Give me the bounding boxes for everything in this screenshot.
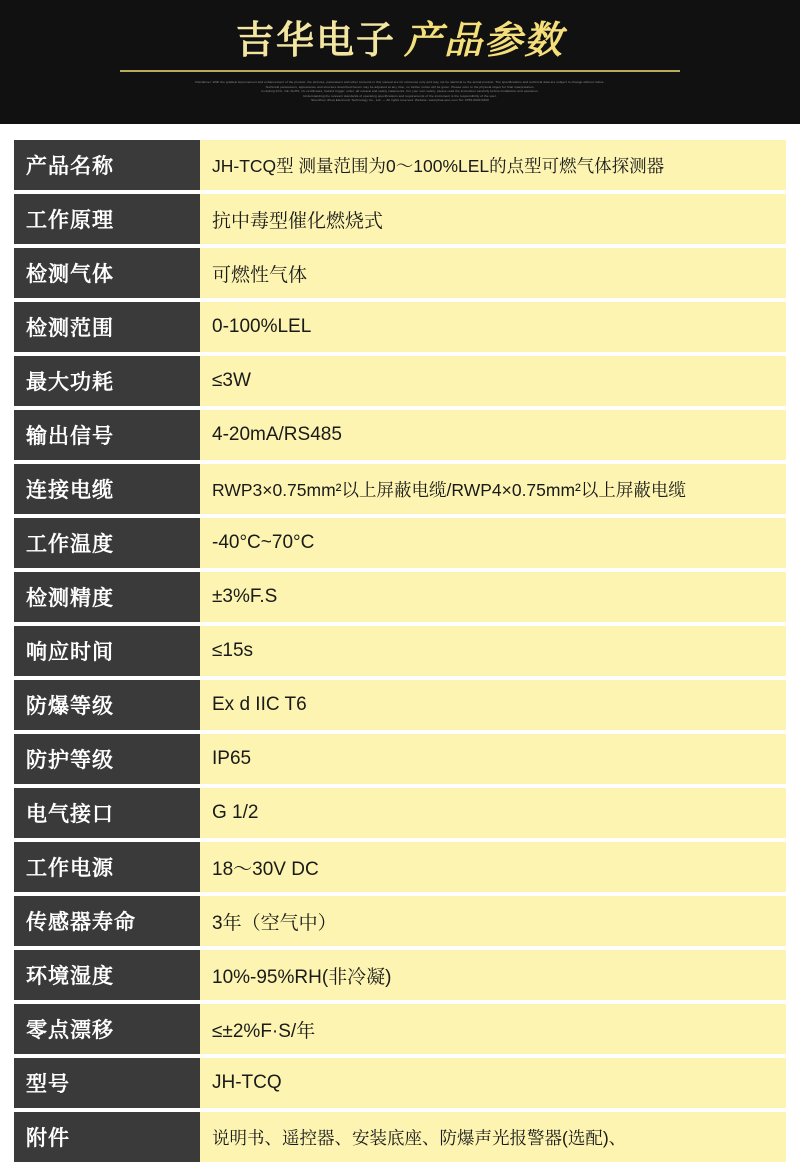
- page-title: [236, 18, 564, 64]
- disclaimer-line: Shenzhen Jihua Electronic Technology Co., Ltd. — All rights reserved. Website: www.jihua-elec.com Tel: 0755-0000 0000: [311, 98, 489, 103]
- spec-label: 产品名称: [14, 140, 200, 190]
- spec-value: -40°C~70°C: [200, 518, 786, 568]
- table-row: [14, 1058, 786, 1108]
- spec-table: [0, 140, 800, 1162]
- spec-label: 防爆等级: [14, 680, 200, 730]
- spec-value: 可燃性气体: [200, 248, 786, 298]
- disclaimer-line: Technical parameters, appearance and structure described herein may be adjusted at any time; no further notice will be given. Please refer to the physical object for final interpretation.: [265, 84, 535, 89]
- table-row: [14, 1112, 786, 1162]
- spec-value: 18～30V DC: [200, 842, 786, 892]
- spec-label: 型号: [14, 1058, 200, 1108]
- spec-value: IP65: [200, 734, 786, 784]
- table-row: [14, 842, 786, 892]
- spec-value: ≤3W: [200, 356, 786, 406]
- spec-value: ±3%F.S: [200, 572, 786, 622]
- spec-label: 最大功耗: [14, 356, 200, 406]
- spec-value: ≤15s: [200, 626, 786, 676]
- table-row: [14, 950, 786, 1000]
- disclaimer-text: [120, 80, 680, 103]
- spec-label: 附件: [14, 1112, 200, 1162]
- table-row: [14, 356, 786, 406]
- spec-label: 防护等级: [14, 734, 200, 784]
- spec-value: JH-TCQ型 测量范围为0～100%LEL的点型可燃气体探测器: [200, 140, 786, 190]
- table-row: [14, 302, 786, 352]
- spec-label: 检测气体: [14, 248, 200, 298]
- brand-name: 吉华电子: [235, 20, 396, 62]
- spec-value: 说明书、遥控器、安装底座、防爆声光报警器(选配)、: [200, 1112, 786, 1162]
- spec-value: 4-20mA/RS485: [200, 410, 786, 460]
- spec-label: 检测范围: [14, 302, 200, 352]
- table-row: [14, 572, 786, 622]
- table-row: [14, 1004, 786, 1054]
- title-divider: [120, 70, 680, 72]
- spec-value: 0-100%LEL: [200, 302, 786, 352]
- spec-label: 传感器寿命: [14, 896, 200, 946]
- spec-label: 环境湿度: [14, 950, 200, 1000]
- spec-label: 零点漂移: [14, 1004, 200, 1054]
- disclaimer-line: Including FCC, CE, RoHS, UL certificates, hazard trigger, order, all manual and safety statements. For your own safety, please read the instruction carefully before installation and operation.: [261, 89, 539, 94]
- spec-value: Ex d IIC T6: [200, 680, 786, 730]
- table-row: [14, 788, 786, 838]
- disclaimer-line: Disclaimer: With the gradual improvement and enhancement of the product, the pictures, parameters and other contents in this manual are for reference only and may not be identical to the actual product. The specifications and technical data are subject to change without notice.: [195, 80, 605, 84]
- spec-value: ≤±2%F·S/年: [200, 1004, 786, 1054]
- table-row: [14, 140, 786, 190]
- table-row: [14, 896, 786, 946]
- spec-value: RWP3×0.75mm²以上屏蔽电缆/RWP4×0.75mm²以上屏蔽电缆: [200, 464, 786, 514]
- table-row: [14, 248, 786, 298]
- table-row: [14, 410, 786, 460]
- spec-label: 输出信号: [14, 410, 200, 460]
- spec-label: 工作原理: [14, 194, 200, 244]
- spec-label: 电气接口: [14, 788, 200, 838]
- page-header: [0, 0, 800, 124]
- spec-value: 3年（空气中）: [200, 896, 786, 946]
- spec-label: 响应时间: [14, 626, 200, 676]
- spec-value: 10%-95%RH(非冷凝): [200, 950, 786, 1000]
- page-subtitle: 产品参数: [404, 20, 565, 62]
- disclaimer-line: Understanding the relevant standards of operating specifications and requirements of the instrument is the responsibility of the user.: [303, 93, 497, 98]
- table-row: [14, 464, 786, 514]
- spec-label: 工作温度: [14, 518, 200, 568]
- spec-label: 工作电源: [14, 842, 200, 892]
- spec-value: JH-TCQ: [200, 1058, 786, 1108]
- table-row: [14, 626, 786, 676]
- table-row: [14, 194, 786, 244]
- table-row: [14, 734, 786, 784]
- spec-value: G 1/2: [200, 788, 786, 838]
- spec-label: 检测精度: [14, 572, 200, 622]
- table-row: [14, 518, 786, 568]
- spec-value: 抗中毒型催化燃烧式: [200, 194, 786, 244]
- spec-label: 连接电缆: [14, 464, 200, 514]
- table-row: [14, 680, 786, 730]
